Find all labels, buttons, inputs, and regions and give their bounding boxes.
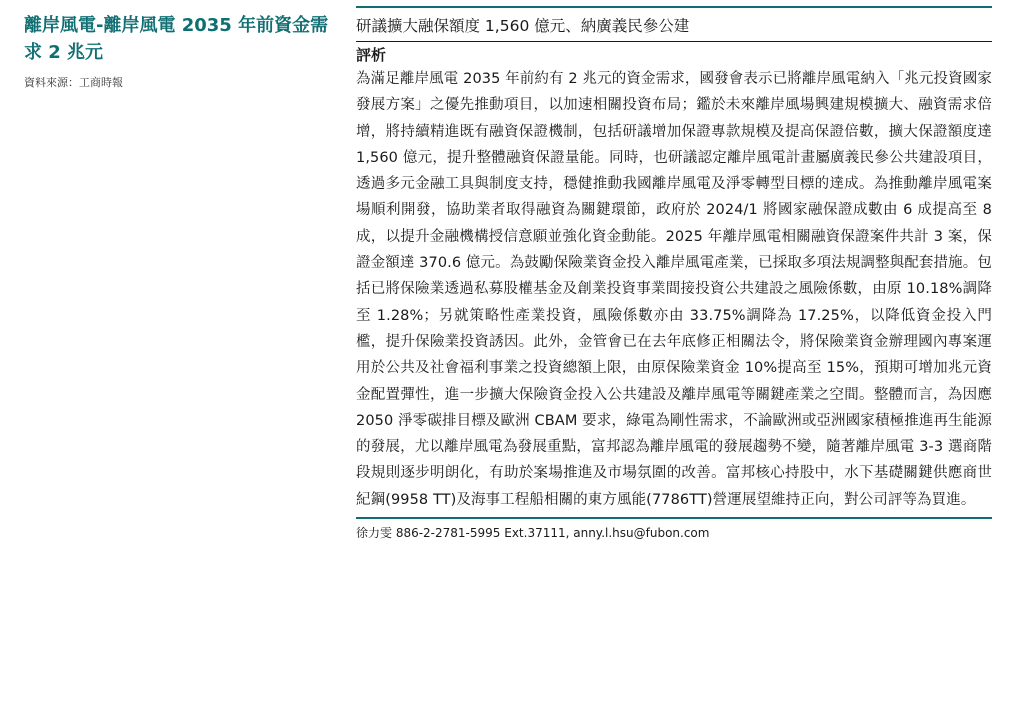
left-column xyxy=(24,12,334,91)
right-column xyxy=(356,6,992,543)
article-headline: 離岸風電-離岸風電 2035 年前資金需求 2 兆元 xyxy=(24,15,329,63)
analysis-label: 評析 xyxy=(356,46,387,64)
bottom-rule xyxy=(356,517,992,519)
source-credit: 資料來源：工商時報 xyxy=(24,76,123,89)
top-rule xyxy=(356,6,992,8)
analysis-body: 為滿足離岸風電 2035 年前約有 2 兆元的資金需求，國發會表示已將離岸風電納入「兆元投資國家發展方案」之優先推動項目，以加速相關投資布局；鑑於未來離岸風場興建規模擴大、融資需求倍增，將持續精進既有融資保證機制，包括研議增加保證專款規模及提高保證倍數，擴大保證額度達 1,560 億元，提升整體融資保證量能。同時，也研議認定離岸風電計畫屬廣義民參公共建設項目，透過多元金融工具與制度支持，穩健推動我國離岸風電及淨零轉型目標的達成。為推動離岸風電案場順利開發，協助業者取得融資為關鍵環節，政府於 2024/1 將國家融保證成數由 6 成提高至 8 成，以提升金融機構授信意願並強化資金動能。2025 年離岸風電相關融資保證案件共計 3 案，保證金額達 370.6 億元。為鼓勵保險業資金投入離岸風電產業，已採取多項法規調整與配套措施。包括已將保險業透過私募股權基金及創業投資事業間接投資公共建設之風險係數，由原 10.18%調降至 1.28%；另就策略性產業投資，風險係數亦由 33.75%調降為 17.25%，以降低資金投入門檻，提升保險業投資誘因。此外，金管會已在去年底修正相關法令，將保險業資金辦理國內專案運用於公共及社會福利事業之投資總額上限，由原保險業資金 10%提高至 15%，預期可增加兆元資金配置彈性，進一步擴大保險資金投入公共建設及離岸風電等關鍵產業之空間。整體而言，為因應 2050 淨零碳排目標及歐洲 CBAM 要求，綠電為剛性需求，不論歐洲或亞洲國家積極推進再生能源的發展，尤以離岸風電為發展重點，富邦認為離岸風電的發展趨勢不變，隨著離岸風電 3-3 選商階段規則逐步明朗化，有助於案場推進及市場氛圍的改善。富邦核心持股中，水下基礎關鍵供應商世紀鋼(9958 TT)及海事工程船相關的東方風能(7786TT)營運展望維持正向，對公司評等為買進。 xyxy=(356,71,992,508)
analyst-contact: 徐力雯 886-2-2781-5995 Ext.37111, anny.l.hsu@fubon.com xyxy=(356,526,710,541)
section-title: 研議擴大融保額度 1,560 億元、納廣義民參公建 xyxy=(356,17,690,35)
title-divider xyxy=(356,41,992,42)
